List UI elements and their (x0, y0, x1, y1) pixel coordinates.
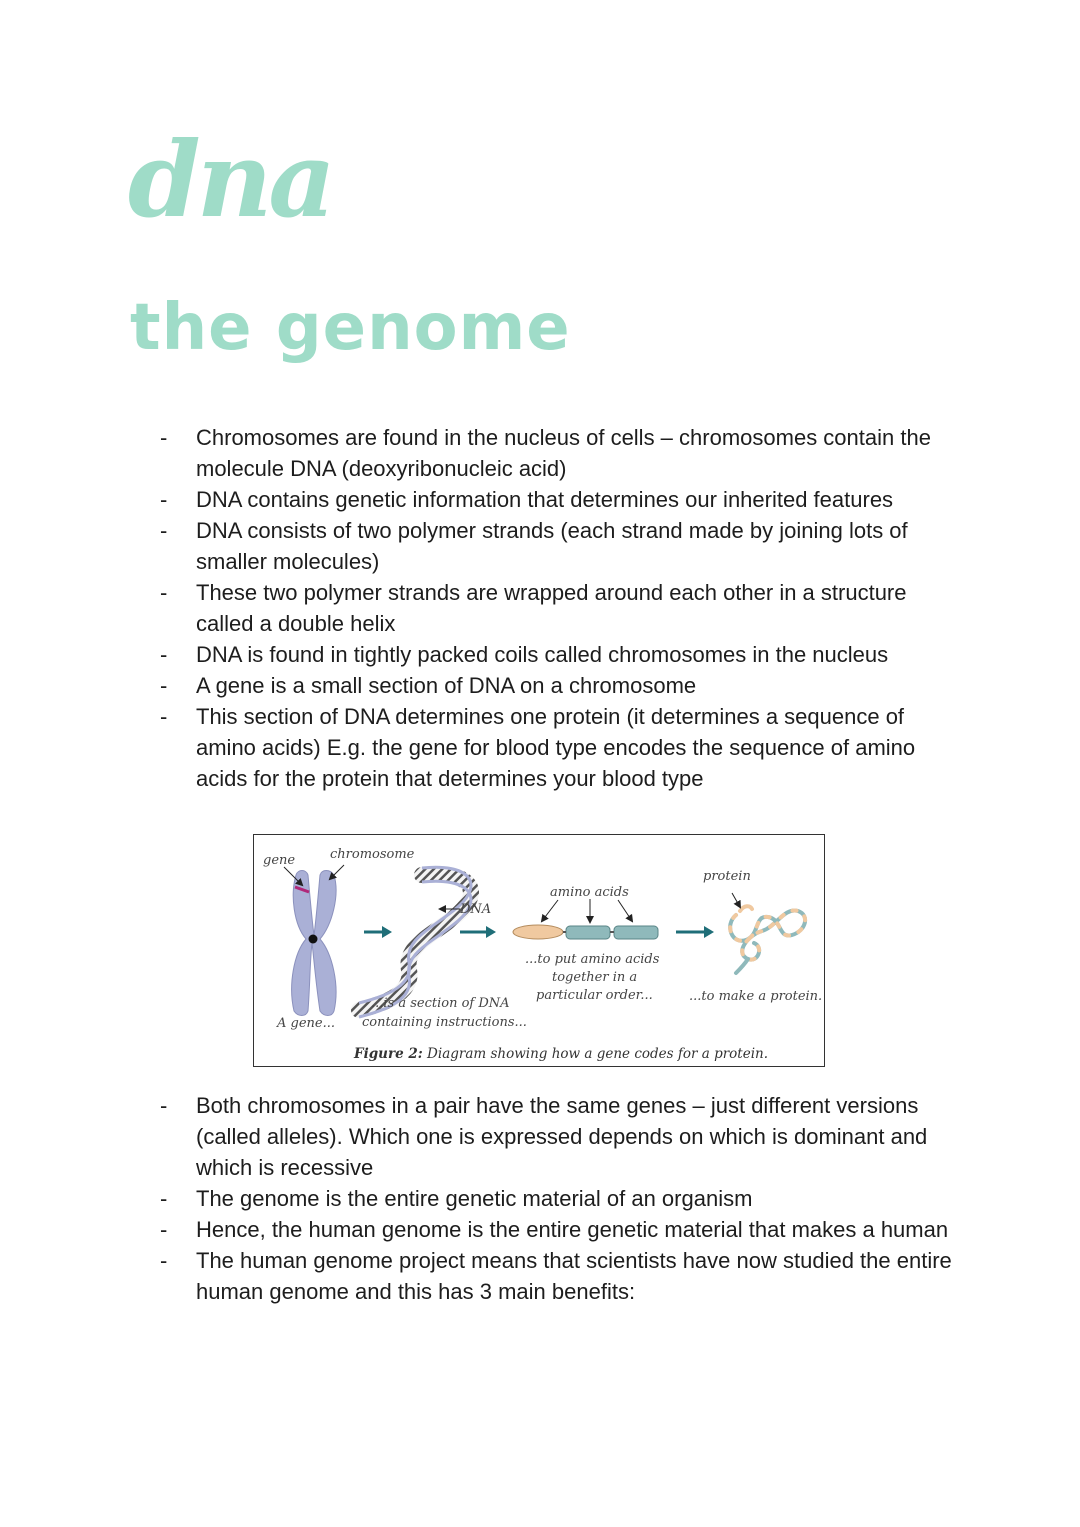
label-section-2: containing instructions... (362, 1015, 527, 1030)
amino-pointer-3 (618, 900, 632, 921)
list-item: - This section of DNA determines one protein (it determines a sequence of amino acids) E.g. the gene for blood type encodes the sequence of amino acids for the protein that determines your blood type (160, 704, 916, 791)
amino-pointer-1 (542, 900, 558, 921)
bullet-list-top (160, 422, 960, 794)
protein-icon (730, 906, 805, 973)
label-a-gene: A gene... (277, 1016, 335, 1031)
page-subtitle: the genome (130, 291, 571, 365)
list-item: - DNA is found in tightly packed coils called chromosomes in the nucleus (160, 642, 889, 667)
bullet-list-bottom (160, 1090, 960, 1307)
page-title: dna (128, 118, 332, 241)
label-order-3: particular order... (536, 988, 653, 1003)
list-item: - These two polymer strands are wrapped around each other in a structure called a double helix (160, 580, 907, 636)
label-make-protein: ...to make a protein. (689, 989, 823, 1004)
figure-caption (354, 1046, 768, 1062)
list-item: - The human genome project means that scientists have now studied the entire human genome and this has 3 main benefits: (160, 1248, 952, 1304)
arrow-right-icon (460, 926, 496, 938)
list-item: - The genome is the entire genetic material of an organism (160, 1186, 753, 1211)
label-chromosome: chromosome (330, 847, 415, 862)
chromosome-pointer (330, 865, 344, 879)
list-item: - A gene is a small section of DNA on a chromosome (160, 673, 697, 698)
list-item: - DNA consists of two polymer strands (each strand made by joining lots of smaller molecules) (160, 518, 908, 574)
list-item: - Both chromosomes in a pair have the same genes – just different versions (called alleles). Which one is expressed depends on which is dominant and which is recessive (160, 1093, 928, 1180)
list-item: - Chromosomes are found in the nucleus of cells – chromosomes contain the molecule DNA (deoxyribonucleic acid) (160, 425, 931, 481)
gene-protein-figure (253, 834, 825, 1067)
label-dna: DNA (460, 902, 492, 917)
arrow-right-icon (364, 926, 392, 938)
label-section-1: ...is a section of DNA (371, 996, 510, 1011)
label-amino-acids: amino acids (550, 885, 629, 900)
protein-pointer (732, 893, 740, 907)
label-order-1: ...to put amino acids (525, 952, 660, 967)
figure-caption-label: Figure 2: (354, 1046, 423, 1062)
figure-caption-text: Diagram showing how a gene codes for a protein. (427, 1046, 769, 1062)
list-item: - Hence, the human genome is the entire genetic material that makes a human (160, 1217, 949, 1242)
dna-helix-icon (359, 867, 471, 1017)
label-gene: gene (263, 853, 296, 868)
amino-acid-chain-icon (513, 925, 658, 939)
chromosome-icon (292, 871, 336, 1016)
label-protein: protein (703, 869, 751, 884)
list-item: - DNA contains genetic information that determines our inherited features (160, 487, 894, 512)
label-order-2: together in a (552, 970, 638, 985)
arrow-right-icon (676, 926, 714, 938)
